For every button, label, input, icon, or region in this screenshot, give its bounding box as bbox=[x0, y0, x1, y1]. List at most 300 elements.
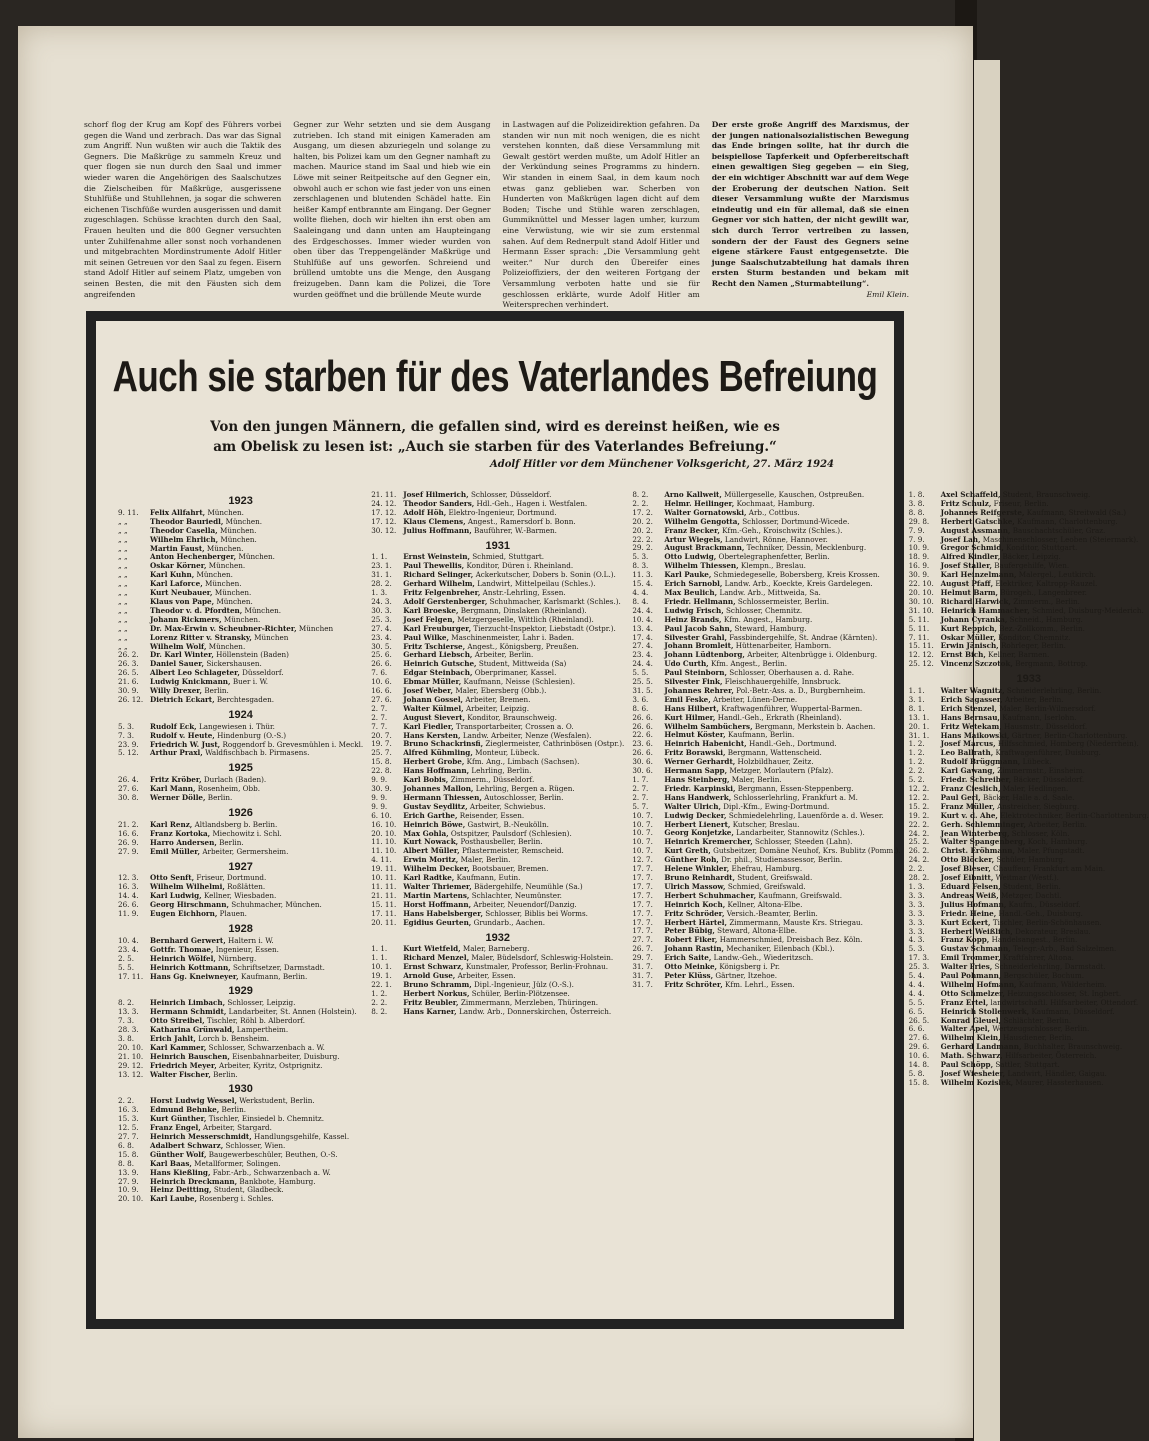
entry-date: 23. 6. bbox=[632, 739, 653, 749]
entry-info: Mechaniker, Eilenbach (Kbl.). bbox=[723, 944, 835, 954]
entry-info: Schlosser, Düsseldorf. bbox=[468, 490, 552, 499]
entry-info: Kaufmann, Charlottenburg. bbox=[1014, 516, 1118, 526]
entry-info: Metzgergeselle, Wittlich (Rheinland). bbox=[454, 614, 594, 624]
entry-date: 27. 9. bbox=[118, 1176, 139, 1186]
entry-info: München. bbox=[223, 516, 263, 526]
entry-name: Günther Roh, bbox=[664, 855, 719, 865]
entry-date: „ „ bbox=[118, 534, 128, 544]
entry-info: landwirtschaftl. Hilfsarbeiter, Ottendorf. bbox=[988, 997, 1139, 1007]
entry-info: Kraftfahrer, Altona. bbox=[1000, 953, 1074, 963]
entry-name: Walter Fischer, bbox=[150, 1069, 211, 1079]
entry-date: 17. 7. bbox=[632, 864, 653, 874]
entry-date: 3. 8. bbox=[908, 498, 925, 508]
entry-info: Schlosser, Schwarzenbach a. W. bbox=[206, 1042, 325, 1052]
entry-info: Arbeiter, Kyritz, Ostprignitz. bbox=[216, 1060, 323, 1070]
entry-info: Tischler, Berlin-Schönhausen. bbox=[990, 917, 1102, 927]
entry-info: Haltern i. W. bbox=[225, 935, 274, 945]
entry-info: Kellner, Barmen. bbox=[985, 650, 1050, 660]
entry-info: Handl.-Geh., Erkrath (Rheinland). bbox=[715, 712, 842, 722]
entry-date: 13. 4. bbox=[632, 623, 653, 633]
entry-info: Bädergehilfe, Neumühle (Sa.) bbox=[471, 881, 583, 891]
entry-name: Theodor Casella, bbox=[150, 525, 218, 535]
entry-info: Elektrotechniker, Berlin-Charlottenburg. bbox=[997, 810, 1149, 820]
entry-info: Schmiedelehrling, Lauenförde a. d. Weser. bbox=[726, 810, 884, 820]
entry-info: Arbeiter, Essen. bbox=[455, 971, 516, 981]
entry-name: Oskar Müller, bbox=[940, 632, 996, 642]
entry-date: 22. 10. bbox=[908, 579, 934, 589]
article-text bbox=[84, 120, 910, 310]
entry-name: Wilhelm Decker, bbox=[403, 864, 470, 874]
entry-info: Lampertheim. bbox=[234, 1025, 289, 1035]
entry-info: Autoschlosser, Berlin. bbox=[481, 792, 564, 802]
entry-name: Kurt Eckert, bbox=[940, 917, 991, 927]
entry-name: Fritz Wetekam, bbox=[940, 721, 1002, 731]
entry-name: Hans Hilbert, bbox=[664, 703, 719, 713]
entry-date: 7. 9. bbox=[908, 525, 925, 535]
entry-date: 17. 12. bbox=[371, 507, 397, 517]
entry-name: Walter Gornatowski, bbox=[664, 507, 747, 517]
entry-info: Maler, Barneberg. bbox=[460, 944, 530, 954]
entry-date: „ „ bbox=[118, 543, 128, 553]
entry-date: „ „ bbox=[118, 641, 128, 651]
entry-date: 19. 11. bbox=[371, 864, 397, 874]
year-heading: 1933 bbox=[1016, 673, 1041, 686]
entry-date: 26. 2. bbox=[118, 650, 139, 660]
entry-date: 9. 11. bbox=[118, 507, 139, 517]
entry-date: 16. 6. bbox=[118, 828, 139, 838]
year-heading: 1929 bbox=[228, 985, 253, 998]
entry-name: Wilhelm Kozislek, bbox=[940, 1077, 1014, 1087]
entry-date: 26. 7. bbox=[632, 944, 653, 954]
entry-date: 4. 4. bbox=[632, 587, 649, 597]
entry-info: Schüler, Hamburg. bbox=[994, 855, 1066, 865]
entry-name: Alfred Kindler, bbox=[940, 552, 1001, 562]
entry-date: 1. 3. bbox=[908, 881, 925, 891]
entry-date: 27. 7. bbox=[118, 1132, 139, 1141]
entry-info: Ingenieur, Essen. bbox=[213, 944, 279, 954]
entry-date: 25. 12. bbox=[908, 659, 934, 669]
entry-name: Heinrich Habenicht, bbox=[664, 739, 747, 749]
entry-name: Max Beulich, bbox=[664, 587, 718, 597]
entry-name: Lorenz Ritter v. Stransky, bbox=[150, 632, 252, 642]
entry-name: Rudolf Eck, bbox=[150, 721, 197, 731]
entry-info: München. bbox=[236, 552, 275, 562]
entry-date: 2. 2. bbox=[371, 997, 388, 1007]
entry-info: Holzbildhauer, Zeitz. bbox=[735, 757, 814, 767]
entry-date: 2. 2. bbox=[908, 766, 925, 776]
entry-info: Dekorateur, Breslau. bbox=[1012, 926, 1091, 936]
entry-date: 23. 4. bbox=[632, 650, 653, 660]
fallen-entry bbox=[371, 919, 624, 928]
entry-info: Zieglermeister, Cathrinbösen (Ostpr.). bbox=[483, 739, 625, 749]
entry-name: Martin Martens, bbox=[403, 890, 470, 900]
entry-date: 1. 2. bbox=[908, 739, 925, 749]
entry-info: Maler, Hedlingen. bbox=[1000, 784, 1069, 793]
entry-name: Erich Stenzel, bbox=[940, 703, 997, 713]
entry-info: Techniker, Dessin, Mecklenburg. bbox=[744, 543, 867, 553]
entry-name: Ludwig Decker, bbox=[664, 810, 727, 820]
entry-name: Arno Kallweit, bbox=[664, 490, 722, 499]
entry-name: Franz Engel, bbox=[150, 1123, 201, 1133]
entry-info: Bäcker, Leipzig. bbox=[1000, 552, 1061, 562]
entry-date: 29. 12. bbox=[118, 1060, 144, 1070]
entry-name: Werner Gerhardt, bbox=[664, 757, 736, 767]
year-heading: 1930 bbox=[228, 1083, 253, 1096]
entry-date: 19. 2. bbox=[908, 810, 930, 820]
entry-name: Josef Staller, bbox=[940, 561, 992, 571]
entry-info: Anstr.-Lehrling, Essen. bbox=[480, 588, 566, 598]
entry-name: Heinrich Kottmann, bbox=[150, 962, 231, 972]
entry-info: Kutscher, Breslau. bbox=[730, 819, 800, 829]
entry-info: Rosenheim, Obb. bbox=[195, 784, 261, 794]
entry-date: 31. 7. bbox=[632, 979, 653, 989]
entry-info: Schlosser, Oberhausen a. d. Rahe. bbox=[727, 668, 854, 678]
entry-date: 7. 9. bbox=[908, 534, 925, 544]
entry-name: Fritz Kröber, bbox=[150, 775, 202, 785]
entry-date: 24. 4. bbox=[632, 659, 653, 669]
entry-name: Otto Ludwig, bbox=[664, 552, 717, 562]
entry-date: 29. 8. bbox=[908, 516, 930, 526]
entry-date: 7. 3. bbox=[118, 730, 134, 740]
entry-info: Hindenburg (O.-S.) bbox=[214, 730, 287, 740]
entry-date: 5. 3. bbox=[118, 721, 134, 731]
entry-name: Silvester Fink, bbox=[664, 677, 723, 687]
entry-name: Wilhelm Klein, bbox=[940, 1033, 1001, 1043]
entry-name: Hans Habelsberger, bbox=[403, 908, 483, 918]
entry-info: Ehefrau, Hamburg. bbox=[729, 864, 803, 874]
entry-date: 16. 10. bbox=[371, 819, 397, 829]
entry-name: Friedr. Hellmann, bbox=[664, 596, 736, 606]
fallen-entry bbox=[118, 794, 363, 803]
entry-name: Arnold Guse, bbox=[403, 971, 456, 981]
entry-name: Peter Bübig, bbox=[664, 926, 715, 936]
subheadline-line-1: Von den jungen Männern, die gefallen sind, wird es dereinst heißen, wie es bbox=[210, 419, 780, 435]
entry-info: Ostspitzer, Paulsdorf (Schlesien). bbox=[448, 828, 572, 838]
entry-name: Herbert Schuhmacher, bbox=[664, 890, 757, 900]
entry-info: Buer i. W. bbox=[230, 677, 268, 687]
entry-info: München. bbox=[206, 561, 246, 571]
entry-date: 8. 8. bbox=[118, 1158, 134, 1168]
entry-info: Versich.-Beamter, Berlin. bbox=[724, 908, 818, 918]
article-column-2: Gegner zur Wehr setzten und sie dem Ausgang zutrieben. Ich stand mit einigen Kameraden am Ausgang, um diesen abzuriegeln und solange zu halten, bis Polizei kam um den Gegner namhaft zu machen. Maurice stand im Saal und hieb wie ein Löwe mit seiner Reitpeitsche auf den Gegner ein, obwohl auch er schon wie fast jeder von uns einen zerschlagenen und blutenden Schädel hatte. Ein heißer Kampf entbrannte am Eingang. Der Gegner wollte fliehen, doch wir hielten ihn erst oben am Saaleingang und dann unten am Haupteingang des Erdgeschosses. Immer wieder wurden von oben über das Treppengeländer Maßkrüge und Stuhlfüße auf uns geworfen. Schreiend und brüllend umtobte uns die Menge, den Ausgang freizugeben. Dann kam die Polizei, die Tore wurden geöffnet und die brüllende Meute wurde bbox=[293, 120, 491, 299]
entry-info: Chauffeur, Frankfurt am Main. bbox=[990, 864, 1106, 874]
entry-name: Friedr. Karpinski, bbox=[664, 783, 736, 793]
entry-info: Dipl.-Kfm., Ewing-Dortmund. bbox=[720, 801, 830, 811]
entry-info: Kfm. Angest., Berlin. bbox=[708, 659, 787, 669]
entry-date: 27. 4. bbox=[632, 641, 653, 651]
entry-name: Dr. Max-Erwin v. Scheubner-Richter, bbox=[150, 623, 297, 633]
entry-info: Kfm. Ang., Limbach (Sachsen). bbox=[464, 757, 580, 767]
entry-date: 5. 2. bbox=[908, 775, 925, 785]
entry-info: Maler, Büdelsdorf, Schleswig-Holstein. bbox=[469, 953, 614, 963]
article-column-4 bbox=[711, 120, 910, 299]
entry-info: Elektro-Ingenieur, Dortmund. bbox=[446, 507, 557, 517]
entry-date: 16. 6. bbox=[371, 686, 392, 696]
entry-date: 7. 3. bbox=[118, 1016, 134, 1026]
fallen-entry bbox=[632, 981, 900, 990]
entry-name: Anton Hechenberger, bbox=[150, 552, 237, 562]
entry-date: 17. 7. bbox=[632, 890, 653, 900]
entry-info: Lorch b. Bensheim. bbox=[195, 1033, 270, 1043]
entry-info: Baufergehilfe, Wien. bbox=[991, 561, 1070, 571]
entry-info: Bergschüler, Bochum. bbox=[1001, 971, 1084, 981]
entry-info: Bootsbauer, Bremen. bbox=[469, 864, 549, 874]
entry-date: 27. 7. bbox=[632, 935, 653, 945]
entry-date: 1. 2. bbox=[371, 988, 388, 998]
entry-date: 3. 3. bbox=[908, 917, 925, 927]
entry-name: Ernst Schwarz, bbox=[403, 962, 464, 972]
entry-name: Josef Weber, bbox=[403, 686, 454, 696]
entry-date: „ „ bbox=[118, 579, 128, 589]
entry-name: Franz Kortoka, bbox=[150, 828, 211, 838]
entry-name: Ernst Weinstein, bbox=[403, 552, 470, 562]
entry-name: Helmut Barm, bbox=[940, 587, 998, 597]
entry-date: 11. 3. bbox=[632, 570, 653, 580]
entry-name: Hans Hoffmann, bbox=[403, 766, 470, 776]
entry-date: 17. 7. bbox=[632, 899, 653, 909]
entry-date: 11. 9. bbox=[118, 909, 139, 919]
entry-name: Bruno Schramm, bbox=[403, 980, 472, 990]
entry-info: Student, Braunschweig. bbox=[1000, 490, 1091, 499]
entry-date: 24. 4. bbox=[632, 605, 653, 615]
entry-info: Berlin. bbox=[210, 1069, 238, 1079]
entry-date: 10. 6. bbox=[908, 1051, 930, 1061]
entry-name: Walter Spangenberg, bbox=[940, 837, 1026, 847]
entry-info: Pflastermeister, Remscheid. bbox=[459, 846, 564, 856]
entry-date: 3. 3. bbox=[908, 899, 925, 909]
entry-info: Schlosser, Steeden (Lahn). bbox=[752, 837, 853, 847]
entry-date: 17. 4. bbox=[632, 632, 653, 642]
entry-info: Buchhalter, Braunschweig. bbox=[1021, 1042, 1123, 1052]
entry-name: Paul Steinborn, bbox=[664, 668, 728, 678]
entry-name: Udo Curth, bbox=[664, 659, 709, 669]
entry-info: Schneiderlehrling, Darmstadt. bbox=[992, 962, 1106, 972]
entry-name: Walter Ulrich, bbox=[664, 801, 721, 811]
entry-date: 2. 7. bbox=[371, 712, 388, 722]
entry-date: 8. 2. bbox=[632, 490, 649, 499]
entry-date: 1. 1. bbox=[371, 953, 388, 963]
entry-info: Konditor, Düren i. Rheinland. bbox=[464, 561, 574, 571]
entry-name: Ernst Bich, bbox=[940, 650, 986, 660]
entry-date: 26. 4. bbox=[118, 775, 139, 785]
entry-name: Julius Hofmann, bbox=[940, 899, 1007, 909]
entry-name: Walter Thriemer, bbox=[403, 881, 472, 891]
entry-info: Kaufmann, Düsseldorf. bbox=[1029, 1006, 1115, 1016]
entry-name: Kurt Nowack, bbox=[403, 837, 459, 847]
entry-info: Bergmann, Bottrop. bbox=[1012, 659, 1088, 669]
entry-name: Heinrich Böwe, bbox=[403, 819, 466, 829]
entry-date: 26. 6. bbox=[632, 748, 653, 758]
entry-info: Metzger, Dachtl. bbox=[998, 890, 1062, 900]
entry-info: Schmiedegeselle, Bobersberg, Kreis Krossen. bbox=[711, 570, 880, 580]
entry-date: 25. 2. bbox=[908, 837, 930, 847]
entry-name: Richard Menzel, bbox=[403, 953, 470, 963]
entry-name: Karl Kammer, bbox=[150, 1042, 207, 1052]
entry-date: 15. 8. bbox=[908, 1077, 930, 1087]
fallen-entry bbox=[118, 848, 363, 857]
entry-info: Landarbeiter, St. Annen (Holstein). bbox=[226, 1007, 357, 1017]
entry-name: Alfred Kühmling, bbox=[403, 748, 473, 758]
entry-info: Werkstudent, Berlin. bbox=[236, 1096, 315, 1106]
entry-info: Monteur, Lübeck. bbox=[472, 748, 540, 758]
entry-info: Elektriker, Kaltropp-Rauzel. bbox=[993, 579, 1098, 589]
entry-date: 7. 11. bbox=[908, 632, 930, 642]
entry-name: Albert Müller, bbox=[403, 846, 460, 856]
entry-date: 15. 8. bbox=[118, 1149, 139, 1159]
entry-name: Karl Laube, bbox=[150, 1194, 197, 1204]
entry-date: 26. 12. bbox=[118, 694, 144, 704]
entry-date: 17. 2. bbox=[632, 507, 653, 517]
entry-info: Lehrling, Berlin. bbox=[469, 766, 532, 776]
entry-info: Schriftsetzer, Darmstadt. bbox=[230, 962, 325, 972]
entry-name: Herbert Gatschke, bbox=[940, 516, 1015, 526]
entry-info: Handlungsgehilfe, Kassel. bbox=[251, 1132, 350, 1141]
entry-info: Telegr.-Arb., Bad Salzelmen. bbox=[1010, 944, 1117, 954]
entry-name: Kurt v. d. Ahe, bbox=[940, 810, 998, 820]
entry-name: Wilhelm Sambüchers, bbox=[664, 721, 753, 731]
entry-name: Karl Pauke, bbox=[664, 570, 712, 580]
entry-info: Schüler, Berlin-Plötzensee. bbox=[469, 988, 570, 998]
entry-name: Vincenz Szczotok, bbox=[940, 659, 1013, 669]
entry-date: 30. 8. bbox=[118, 793, 139, 803]
entry-info: Bergmann, Essen-Steppenberg. bbox=[735, 783, 854, 793]
entry-info: Hüttenarbeiter, Hamborn. bbox=[733, 641, 832, 651]
entry-date: 27. 4. bbox=[371, 623, 392, 633]
entry-name: Daniel Sauer, bbox=[150, 659, 205, 669]
entry-date: 12. 5. bbox=[118, 1123, 139, 1133]
entry-date: 20. 10. bbox=[908, 587, 934, 597]
entry-info: München. bbox=[217, 525, 257, 535]
entry-info: Zimmermann, Mauste Krs. Striegau. bbox=[727, 917, 863, 927]
entry-name: Karl Laforce, bbox=[150, 579, 203, 589]
entry-date: 17. 7. bbox=[632, 926, 653, 936]
entry-name: Josef Felgen, bbox=[403, 614, 455, 624]
entry-info: Hausmstr., Düsseldorf. bbox=[1001, 721, 1088, 731]
entry-date: 27. 6. bbox=[371, 694, 392, 704]
entry-info: Reisender, Essen. bbox=[457, 810, 525, 820]
entry-info: München. bbox=[242, 605, 281, 615]
entry-info: München. bbox=[194, 570, 233, 580]
entry-name: Günther Wolf, bbox=[150, 1149, 207, 1159]
entry-info: Gärtner, Berlin-Charlottenburg. bbox=[1009, 730, 1128, 740]
entry-info: Kfm. Lehrl., Essen. bbox=[722, 979, 795, 989]
entry-date: 27. 9. bbox=[118, 846, 139, 856]
entry-name: Paul Jacob Sahn, bbox=[664, 623, 733, 633]
entry-info: Gutsbeitzer, Domäne Neuhof, Krs. Bublitz (Pomm.). bbox=[710, 846, 901, 856]
fallen-entry bbox=[118, 749, 363, 758]
entry-name: Josef Bleser, bbox=[940, 864, 991, 874]
entry-info: München bbox=[251, 632, 289, 642]
entry-name: Egidius Geurten, bbox=[403, 917, 472, 927]
entry-info: Kraftwagenführer, Wuppertal-Barmen. bbox=[719, 703, 863, 713]
entry-name: Karl Heinzelmann, bbox=[940, 570, 1017, 580]
entry-info: Kellner, Wiesbaden. bbox=[201, 891, 277, 901]
entry-info: Hilfsarbeiter, Österreich. bbox=[1002, 1051, 1097, 1061]
entry-date: 7. 7. bbox=[371, 721, 388, 731]
entry-name: Emil Feske, bbox=[664, 694, 711, 704]
entry-name: Walter Apel, bbox=[940, 1024, 991, 1034]
entry-name: Gustav Seydlitz, bbox=[403, 801, 468, 811]
entry-name: Eduard Felsen, bbox=[940, 881, 1001, 891]
entry-info: Durlach (Baden). bbox=[201, 775, 267, 785]
entry-name: Rudolf Brüggmann, bbox=[940, 757, 1021, 767]
entry-info: Kunstmaler, Professor, Berlin-Frohnau. bbox=[463, 962, 609, 972]
fallen-entry bbox=[118, 973, 363, 982]
entry-name: Herbert Weißlich, bbox=[940, 926, 1013, 936]
entry-date: 21. 6. bbox=[118, 677, 139, 687]
entry-date: 13. 3. bbox=[118, 1007, 139, 1017]
entry-info: Schlosser, Leipzig. bbox=[225, 998, 296, 1008]
entry-date: 25. 5. bbox=[632, 677, 653, 687]
entry-info: Posthausbeller, Berlin. bbox=[458, 837, 543, 847]
entry-name: Adolf Gerstenberger, bbox=[403, 596, 488, 606]
entry-date: 5. 11. bbox=[908, 623, 930, 633]
fallen-list-column-1 bbox=[118, 491, 363, 1204]
entry-date: 7. 6. bbox=[371, 668, 388, 678]
entry-info: Kaufmann, Iserlohn. bbox=[999, 712, 1077, 722]
entry-name: Harro Andersen, bbox=[150, 837, 217, 847]
entry-name: Herbert Lienert, bbox=[664, 819, 731, 829]
entry-name: Heinrich Wölfel, bbox=[150, 953, 216, 963]
entry-date: 31. 7. bbox=[632, 962, 653, 972]
entry-info: Student, Mittweida (Sa) bbox=[476, 659, 567, 669]
entry-date: 17. 3. bbox=[908, 953, 930, 963]
entry-date: 20. 2. bbox=[632, 525, 653, 535]
entry-date: 31. 1. bbox=[908, 730, 930, 740]
entry-info: Landwirt, Rönne, Hannover. bbox=[722, 534, 828, 544]
entry-info: Königsberg i. Pr. bbox=[717, 962, 780, 972]
entry-date: 2. 7. bbox=[632, 792, 649, 802]
entry-date: 3. 8. bbox=[118, 1033, 134, 1043]
entry-date: 5. 5. bbox=[632, 668, 649, 678]
entry-date: 8. 2. bbox=[371, 1006, 388, 1016]
entry-date: 22. 6. bbox=[632, 730, 653, 740]
entry-info: München. bbox=[202, 579, 242, 589]
entry-name: Karl Freuburger, bbox=[403, 623, 472, 633]
quote-attribution: Adolf Hitler vor dem Münchener Volksgericht, 27. März 1924 bbox=[489, 459, 834, 470]
entry-info: Schmied, Greifswald. bbox=[725, 881, 806, 891]
entry-info: Dipl.-Ingenieur, Jülz (O.-S.). bbox=[471, 980, 574, 990]
entry-date: 10. 1. bbox=[371, 962, 392, 972]
entry-date: 1. 1. bbox=[371, 944, 388, 954]
entry-date: 21. 2. bbox=[118, 819, 139, 829]
entry-date: 20. 10. bbox=[118, 1194, 144, 1204]
entry-name: Herbert Grobe, bbox=[403, 757, 465, 767]
entry-info: Bergmann, Merkstein b. Aachen. bbox=[752, 721, 876, 731]
year-heading: 1928 bbox=[228, 922, 253, 935]
entry-date: 29. 2. bbox=[632, 543, 653, 553]
entry-info: Kaufmann, Wälderheim. bbox=[1016, 979, 1107, 989]
entry-date: 26. 6. bbox=[632, 712, 653, 722]
entry-info: Kaufm., Düsseldorf. bbox=[1006, 899, 1081, 909]
entry-info: Arbeiter, Lünen-Derne. bbox=[710, 694, 798, 704]
entry-date: „ „ bbox=[118, 561, 128, 571]
entry-date: „ „ bbox=[118, 605, 128, 615]
entry-date: 28. 2. bbox=[371, 579, 392, 589]
entry-name: Paul Schöpp, bbox=[940, 1060, 994, 1070]
entry-info: Sickershausen. bbox=[204, 659, 262, 669]
entry-date: 25. 3. bbox=[371, 614, 392, 624]
entry-name: Katharina Grünwald, bbox=[150, 1025, 235, 1035]
entry-date: 24. 12. bbox=[371, 498, 397, 508]
entry-name: Johann Lüdtenborg, bbox=[664, 650, 745, 660]
fallen-entry bbox=[118, 910, 363, 919]
entry-info: Konditor, Chemnitz. bbox=[995, 632, 1071, 642]
entry-date: „ „ bbox=[118, 614, 128, 624]
entry-name: Johann Rastin, bbox=[664, 944, 724, 954]
entry-info: München. bbox=[221, 614, 261, 624]
entry-info: Arbeiter, Neuendorf/Danzig. bbox=[471, 899, 577, 909]
